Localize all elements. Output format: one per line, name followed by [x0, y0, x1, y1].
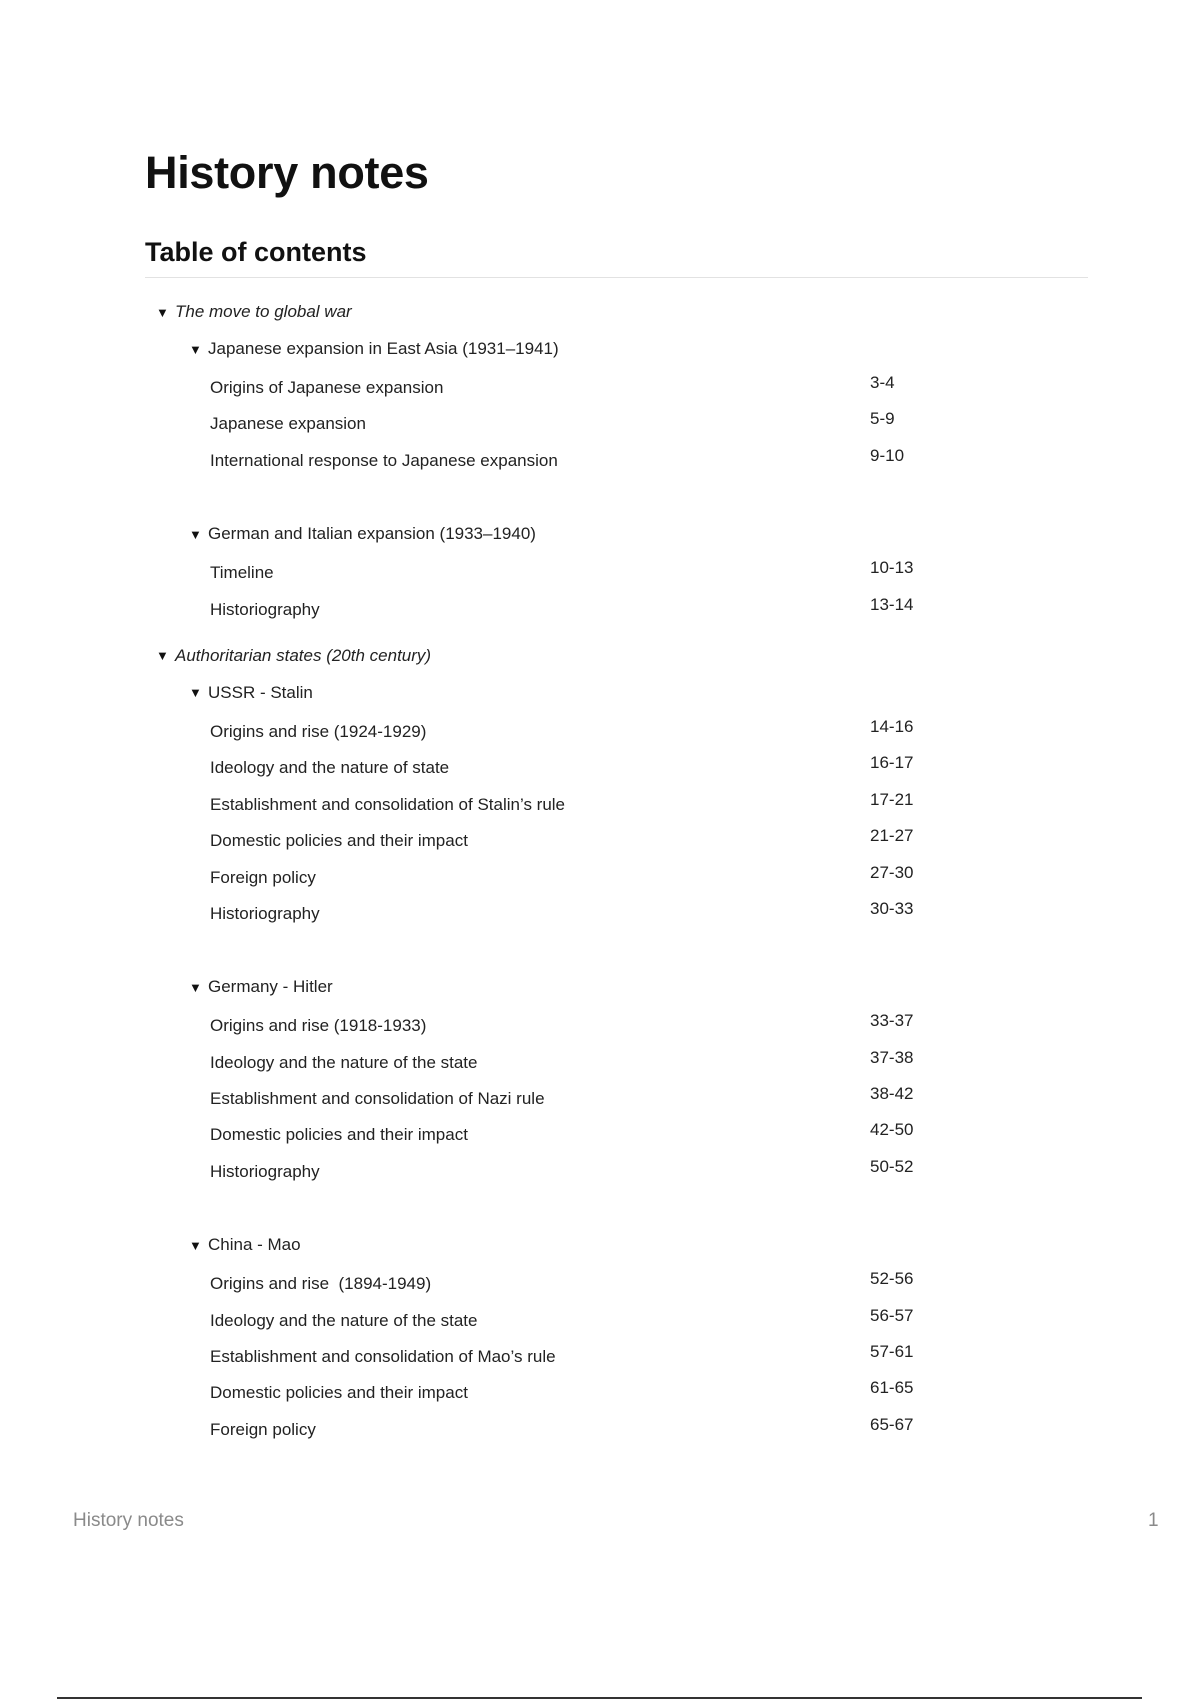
- toc-group-spacer: [145, 930, 1088, 968]
- toc-entry-title: Historiography: [210, 1161, 320, 1181]
- toc-entry-title: Domestic policies and their impact: [210, 1383, 468, 1403]
- toc-entry-pages: 14-16: [870, 716, 914, 736]
- toc-entry[interactable]: [145, 1337, 1088, 1373]
- toc-entry-title: Ideology and the nature of the state: [210, 1052, 478, 1072]
- toc-entry-pages: 27-30: [870, 862, 914, 882]
- toc-subsection-title: China - Mao: [208, 1235, 301, 1255]
- toc-subsection-title: USSR - Stalin: [208, 682, 313, 702]
- toc-entry[interactable]: [145, 1301, 1088, 1337]
- toc-entry-title: Domestic policies and their impact: [210, 1125, 468, 1145]
- toc-entry[interactable]: [145, 1410, 1088, 1446]
- toc-entry-title: Establishment and consolidation of Nazi rule: [210, 1089, 545, 1109]
- toc-subsection-toggle[interactable]: [145, 330, 1088, 368]
- triangle-down-icon: ▼: [156, 304, 169, 320]
- toc-divider: [145, 277, 1088, 278]
- toc-section: [145, 294, 1088, 638]
- toc-entry-pages: 57-61: [870, 1342, 914, 1362]
- toc-entry[interactable]: [145, 553, 1088, 589]
- toc-section-title: Authoritarian states (20th century): [175, 645, 432, 665]
- toc-entry-title: Origins and rise (1924-1929): [210, 721, 427, 741]
- toc-entry-title: Origins of Japanese expansion: [210, 378, 444, 397]
- triangle-down-icon: ▼: [189, 1237, 202, 1253]
- toc-entry-pages: 61-65: [870, 1378, 914, 1398]
- toc-entry-pages: 50-52: [870, 1156, 914, 1176]
- toc-heading: Table of contents: [145, 237, 367, 267]
- toc-entry-title: Timeline: [210, 563, 274, 583]
- toc-subsection-title: Germany - Hitler: [208, 977, 333, 997]
- toc-entry-title: Japanese expansion: [210, 414, 366, 434]
- toc-section: [145, 638, 1088, 1446]
- toc-entry[interactable]: [145, 1115, 1088, 1151]
- toc-entry[interactable]: [145, 1152, 1088, 1188]
- toc-entry-title: Foreign policy: [210, 1419, 316, 1439]
- toc-entry-title: Establishment and consolidation of Mao’s rule: [210, 1347, 556, 1367]
- toc-entry[interactable]: [145, 1006, 1088, 1042]
- toc-subsection-title: German and Italian expansion (1933–1940): [208, 524, 536, 544]
- footer-page-number: 1: [1148, 1510, 1159, 1531]
- toc-entry[interactable]: [145, 404, 1088, 440]
- toc-entry-pages: 56-57: [870, 1305, 914, 1325]
- toc-subsection-toggle[interactable]: [145, 674, 1088, 712]
- toc-entry-pages: 13-14: [870, 594, 914, 614]
- toc-entry-title: Ideology and the nature of state: [210, 758, 450, 778]
- toc-entry-title: Origins and rise (1894-1949): [210, 1274, 432, 1294]
- toc-entry-title: Historiography: [210, 599, 320, 619]
- triangle-down-icon: ▼: [156, 648, 169, 664]
- triangle-down-icon: ▼: [189, 341, 202, 357]
- triangle-down-icon: ▼: [189, 526, 202, 542]
- toc-entry-pages: 37-38: [870, 1047, 914, 1067]
- toc-entry[interactable]: [145, 712, 1088, 748]
- toc-entry-pages: 42-50: [870, 1120, 914, 1140]
- toc-entry-title: Historiography: [210, 903, 320, 923]
- toc-entry[interactable]: [145, 785, 1088, 821]
- toc-subsection-title: Japanese expansion in East Asia (1931–1941): [208, 339, 559, 358]
- footer-title: History notes: [73, 1510, 184, 1531]
- triangle-down-icon: ▼: [189, 979, 202, 995]
- toc-entry-pages: 21-27: [870, 826, 914, 846]
- toc-entry-title: Origins and rise (1918-1933): [210, 1016, 427, 1036]
- toc-entry-pages: 3-4: [870, 373, 895, 392]
- toc-entry[interactable]: [145, 821, 1088, 857]
- table-of-contents: [145, 294, 1088, 1446]
- toc-entry-pages: 52-56: [870, 1269, 914, 1289]
- toc-entry[interactable]: [145, 441, 1088, 477]
- toc-entry[interactable]: [145, 1264, 1088, 1300]
- toc-entry[interactable]: [145, 1373, 1088, 1409]
- toc-subsection-toggle[interactable]: [145, 515, 1088, 553]
- toc-entry-title: Foreign policy: [210, 867, 316, 887]
- toc-entry-pages: 33-37: [870, 1011, 914, 1031]
- toc-section-toggle[interactable]: [145, 294, 1088, 330]
- toc-section-toggle[interactable]: [145, 638, 1088, 674]
- toc-entry[interactable]: [145, 858, 1088, 894]
- toc-entry-pages: 16-17: [870, 753, 914, 773]
- toc-entry[interactable]: [145, 368, 1088, 404]
- toc-entry-title: Establishment and consolidation of Stalin’s rule: [210, 794, 566, 814]
- toc-entry[interactable]: [145, 1043, 1088, 1079]
- toc-group-spacer: [145, 477, 1088, 515]
- toc-entry-pages: 9-10: [870, 445, 905, 465]
- page-bottom-rule: [57, 1697, 1142, 1699]
- toc-subsection-toggle[interactable]: [145, 968, 1088, 1006]
- toc-entry-title: Ideology and the nature of the state: [210, 1310, 478, 1330]
- toc-entry-pages: 30-33: [870, 898, 914, 918]
- toc-section-title: The move to global war: [175, 302, 352, 321]
- toc-entry-pages: 5-9: [870, 409, 895, 429]
- toc-entry-pages: 10-13: [870, 558, 914, 578]
- toc-entry-title: Domestic policies and their impact: [210, 831, 468, 851]
- toc-group-spacer: [145, 1188, 1088, 1226]
- toc-entry-pages: 38-42: [870, 1084, 914, 1104]
- toc-section-spacer: [145, 626, 1088, 638]
- toc-entry-title: International response to Japanese expansion: [210, 450, 558, 470]
- toc-entry[interactable]: [145, 894, 1088, 930]
- triangle-down-icon: ▼: [189, 685, 202, 701]
- toc-entry[interactable]: [145, 1079, 1088, 1115]
- toc-entry-pages: 17-21: [870, 789, 914, 809]
- toc-subsection-toggle[interactable]: [145, 1226, 1088, 1264]
- toc-entry[interactable]: [145, 590, 1088, 626]
- toc-entry[interactable]: [145, 748, 1088, 784]
- toc-entry-pages: 65-67: [870, 1414, 914, 1434]
- document-title: History notes: [145, 147, 429, 198]
